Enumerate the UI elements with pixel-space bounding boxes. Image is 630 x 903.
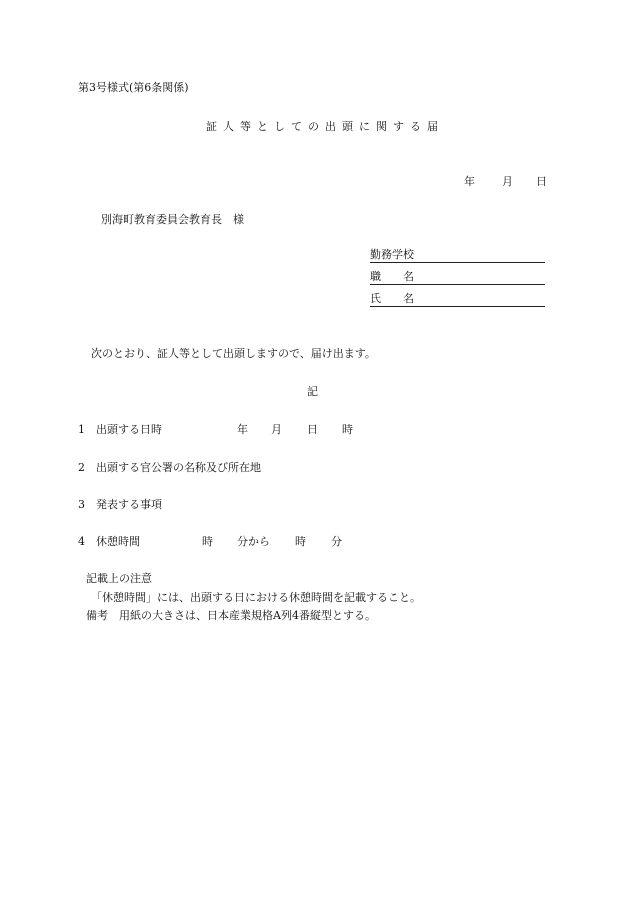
item-label: 休憩時間 <box>96 535 140 548</box>
item-unit: 月 <box>271 423 282 436</box>
name-label: 氏 名 <box>370 292 414 305</box>
ki-heading: 記 <box>307 385 318 398</box>
date-month-label: 月 <box>502 175 513 188</box>
notes-heading: 記載上の注意 <box>86 572 152 585</box>
intro-text: 次のとおり、証人等として出頭しますので、届け出ます。 <box>91 347 376 360</box>
remarks: 備考 用紙の大きさは、日本産業規格A列4番縦型とする。 <box>86 609 376 622</box>
item-unit: 時 <box>342 423 353 436</box>
name-underline <box>370 306 545 307</box>
item-number: 4 <box>78 535 85 548</box>
item-unit: 分から <box>237 535 270 548</box>
addressee: 別海町教育委員会教育長 様 <box>101 213 244 226</box>
position-underline <box>370 284 545 285</box>
date-year-label: 年 <box>464 175 475 188</box>
position-label: 職 名 <box>370 270 414 283</box>
item-number: 3 <box>78 498 85 511</box>
item-number: 1 <box>78 423 85 436</box>
item-label: 発表する事項 <box>96 498 162 511</box>
school-label: 勤務学校 <box>370 248 414 261</box>
item-unit: 時 <box>295 535 306 548</box>
item-unit: 分 <box>331 535 342 548</box>
item-label: 出頭する日時 <box>96 423 162 436</box>
item-unit: 年 <box>237 423 248 436</box>
item-unit: 時 <box>202 535 213 548</box>
item-label: 出頭する官公署の名称及び所在地 <box>96 461 261 474</box>
date-day-label: 日 <box>536 175 547 188</box>
item-unit: 日 <box>307 423 318 436</box>
school-underline <box>370 262 545 263</box>
item-number: 2 <box>78 461 85 474</box>
note-item: 「休憩時間」には、出頭する日における休憩時間を記載すること。 <box>91 591 421 604</box>
page-title: 証人等としての出頭に関する届 <box>206 120 444 133</box>
form-number: 第3号様式(第6条関係) <box>78 81 189 94</box>
